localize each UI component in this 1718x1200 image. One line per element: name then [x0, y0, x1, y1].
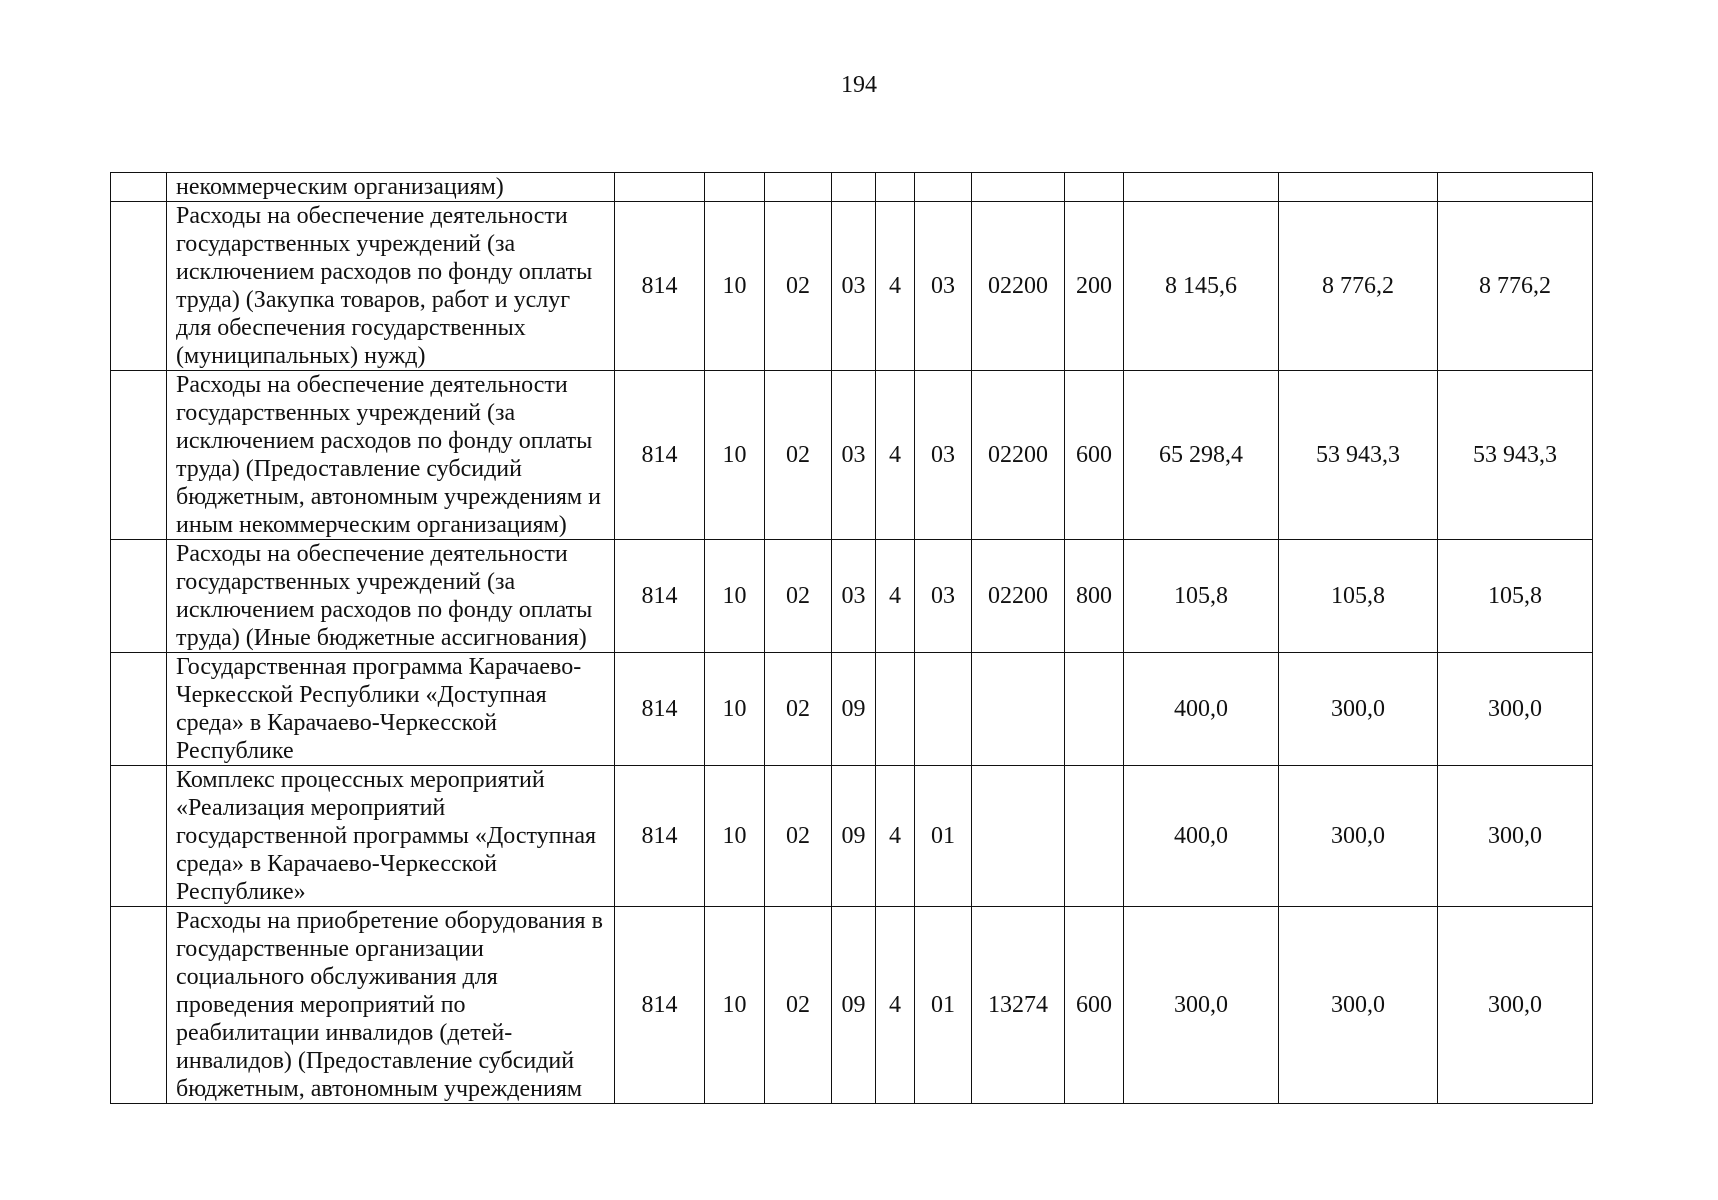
ministry-code-cell: 814 — [615, 371, 705, 540]
amount-year-1-cell: 65 298,4 — [1124, 371, 1279, 540]
direction-code-cell: 02200 — [972, 540, 1065, 653]
ministry-code-cell: 814 — [615, 653, 705, 766]
section-code-cell: 10 — [705, 653, 765, 766]
ministry-code-cell: 814 — [615, 766, 705, 907]
amount-year-1-cell: 400,0 — [1124, 653, 1279, 766]
subprogram-type-cell: 4 — [876, 907, 915, 1104]
page-number: 194 — [841, 72, 877, 98]
subprogram-code-cell: 01 — [915, 907, 972, 1104]
amount-year-2-cell: 105,8 — [1279, 540, 1438, 653]
row-number-cell — [111, 202, 167, 371]
table-row — [111, 371, 1593, 540]
section-code-cell: 10 — [705, 766, 765, 907]
description-cell: некоммерческим организациям) — [167, 173, 615, 202]
table-row — [111, 540, 1593, 653]
row-number-cell — [111, 653, 167, 766]
description-cell: Расходы на обеспечение деятельности государственных учреждений (за исключением расходов по фонду оплаты труда) (Закупка товаров, работ и услуг для обеспечения государственных (муниципальных) нужд) — [167, 202, 615, 371]
program-code-cell: 09 — [832, 653, 876, 766]
direction-code-cell: 13274 — [972, 907, 1065, 1104]
amount-year-2-cell: 53 943,3 — [1279, 371, 1438, 540]
section-code-cell: 10 — [705, 907, 765, 1104]
subprogram-type-cell — [876, 173, 915, 202]
amount-year-2-cell: 8 776,2 — [1279, 202, 1438, 371]
description-cell: Расходы на обеспечение деятельности государственных учреждений (за исключением расходов по фонду оплаты труда) (Иные бюджетные ассигнования) — [167, 540, 615, 653]
table-row — [111, 907, 1593, 1104]
description-cell: Комплекс процессных мероприятий «Реализация мероприятий государственной программы «Доступная среда» в Карачаево-Черкесской Республике» — [167, 766, 615, 907]
direction-code-cell — [972, 173, 1065, 202]
program-code-cell: 03 — [832, 202, 876, 371]
expense-type-cell — [1065, 653, 1124, 766]
section-code-cell: 10 — [705, 202, 765, 371]
subprogram-type-cell: 4 — [876, 540, 915, 653]
amount-year-3-cell: 300,0 — [1438, 653, 1593, 766]
subprogram-code-cell: 03 — [915, 540, 972, 653]
table-row — [111, 653, 1593, 766]
amount-year-2-cell: 300,0 — [1279, 653, 1438, 766]
amount-year-3-cell: 105,8 — [1438, 540, 1593, 653]
budget-table — [110, 172, 1593, 1104]
amount-year-1-cell — [1124, 173, 1279, 202]
program-code-cell: 09 — [832, 766, 876, 907]
direction-code-cell — [972, 766, 1065, 907]
amount-year-3-cell: 300,0 — [1438, 907, 1593, 1104]
amount-year-2-cell: 300,0 — [1279, 907, 1438, 1104]
row-number-cell — [111, 766, 167, 907]
table-row — [111, 202, 1593, 371]
section-code-cell: 10 — [705, 540, 765, 653]
program-code-cell: 03 — [832, 540, 876, 653]
program-code-cell: 03 — [832, 371, 876, 540]
amount-year-1-cell: 300,0 — [1124, 907, 1279, 1104]
ministry-code-cell: 814 — [615, 907, 705, 1104]
amount-year-1-cell: 400,0 — [1124, 766, 1279, 907]
subprogram-type-cell: 4 — [876, 202, 915, 371]
program-code-cell — [832, 173, 876, 202]
subprogram-code-cell: 03 — [915, 202, 972, 371]
subsection-code-cell: 02 — [765, 371, 832, 540]
description-cell: Государственная программа Карачаево-Черкесской Республики «Доступная среда» в Карачаево-Черкесской Республике — [167, 653, 615, 766]
subprogram-code-cell — [915, 173, 972, 202]
amount-year-3-cell: 300,0 — [1438, 766, 1593, 907]
amount-year-3-cell — [1438, 173, 1593, 202]
subprogram-type-cell — [876, 653, 915, 766]
amount-year-2-cell — [1279, 173, 1438, 202]
ministry-code-cell: 814 — [615, 540, 705, 653]
table-row — [111, 766, 1593, 907]
description-cell: Расходы на обеспечение деятельности государственных учреждений (за исключением расходов по фонду оплаты труда) (Предоставление субсидий бюджетным, автономным учреждениям и иным некоммерческим организациям) — [167, 371, 615, 540]
subprogram-code-cell: 01 — [915, 766, 972, 907]
expense-type-cell: 600 — [1065, 371, 1124, 540]
subsection-code-cell: 02 — [765, 653, 832, 766]
amount-year-2-cell: 300,0 — [1279, 766, 1438, 907]
direction-code-cell: 02200 — [972, 202, 1065, 371]
program-code-cell: 09 — [832, 907, 876, 1104]
ministry-code-cell — [615, 173, 705, 202]
expense-type-cell — [1065, 173, 1124, 202]
subsection-code-cell: 02 — [765, 202, 832, 371]
ministry-code-cell: 814 — [615, 202, 705, 371]
row-number-cell — [111, 540, 167, 653]
expense-type-cell: 200 — [1065, 202, 1124, 371]
amount-year-3-cell: 53 943,3 — [1438, 371, 1593, 540]
expense-type-cell: 600 — [1065, 907, 1124, 1104]
section-code-cell — [705, 173, 765, 202]
subprogram-code-cell: 03 — [915, 371, 972, 540]
expense-type-cell: 800 — [1065, 540, 1124, 653]
row-number-cell — [111, 371, 167, 540]
subsection-code-cell: 02 — [765, 907, 832, 1104]
row-number-cell — [111, 173, 167, 202]
direction-code-cell — [972, 653, 1065, 766]
row-number-cell — [111, 907, 167, 1104]
subsection-code-cell — [765, 173, 832, 202]
amount-year-1-cell: 8 145,6 — [1124, 202, 1279, 371]
description-cell: Расходы на приобретение оборудования в государственные организации социального обслуживания для проведения мероприятий по реабилитации инвалидов (детей-инвалидов) (Предоставление субсидий бюджетным, автономным учреждениям — [167, 907, 615, 1104]
direction-code-cell: 02200 — [972, 371, 1065, 540]
subprogram-type-cell: 4 — [876, 766, 915, 907]
table-row — [111, 173, 1593, 202]
amount-year-3-cell: 8 776,2 — [1438, 202, 1593, 371]
subsection-code-cell: 02 — [765, 540, 832, 653]
amount-year-1-cell: 105,8 — [1124, 540, 1279, 653]
subprogram-code-cell — [915, 653, 972, 766]
section-code-cell: 10 — [705, 371, 765, 540]
subprogram-type-cell: 4 — [876, 371, 915, 540]
subsection-code-cell: 02 — [765, 766, 832, 907]
expense-type-cell — [1065, 766, 1124, 907]
